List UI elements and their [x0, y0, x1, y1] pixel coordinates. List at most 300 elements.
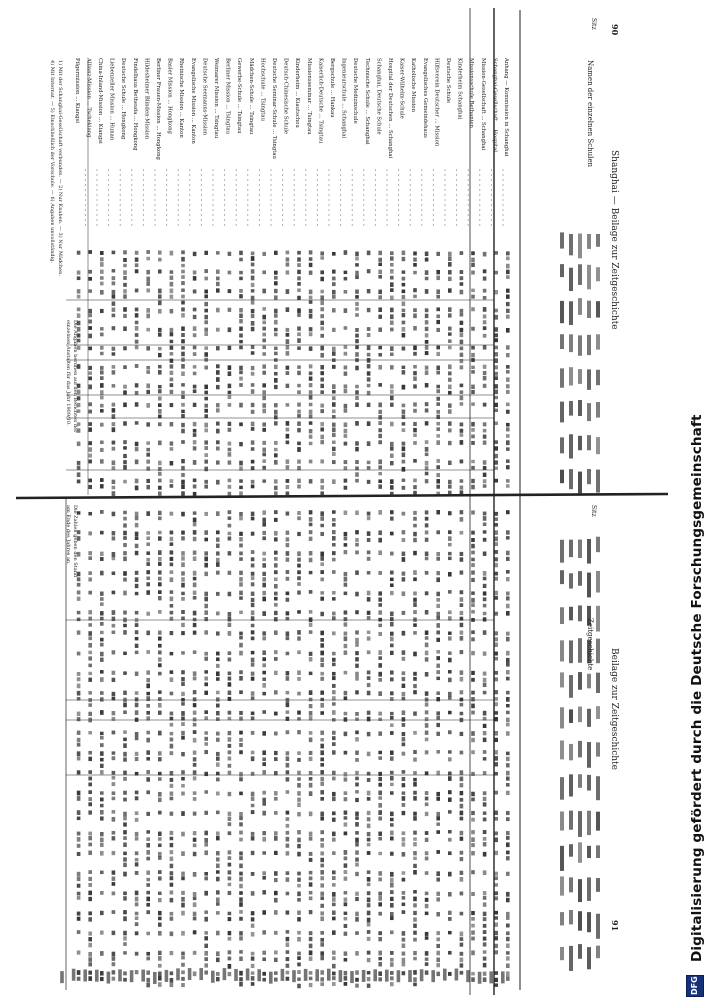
left-numeric-mark: [483, 334, 487, 338]
dot-leader: [224, 174, 225, 175]
dot-leader: [270, 184, 271, 185]
dot-leader: [398, 194, 399, 195]
right-numeric-mark: [158, 672, 162, 676]
right-numeric-mark: [100, 652, 104, 657]
dot-leader: [410, 174, 411, 175]
dot-leader: [433, 224, 434, 225]
right-numeric-mark: [390, 958, 394, 962]
right-numeric-mark: [123, 798, 127, 802]
right-numeric-mark: [146, 704, 150, 708]
right-numeric-mark: [390, 670, 394, 674]
right-numeric-mark: [216, 530, 220, 534]
right-numeric-mark: [216, 897, 220, 902]
header-caption-mark: [578, 638, 582, 663]
left-numeric-mark: [425, 453, 429, 456]
right-numeric-mark: [390, 637, 394, 642]
right-numeric-mark: [239, 910, 243, 914]
right-numeric-mark: [158, 852, 162, 857]
right-numeric-mark: [367, 551, 371, 555]
right-numeric-mark: [448, 552, 452, 556]
right-numeric-mark: [274, 811, 278, 815]
header-caption-mark: [560, 672, 564, 687]
left-numeric-mark: [448, 409, 452, 414]
right-numeric-mark: [320, 864, 324, 868]
right-numeric-mark: [135, 697, 139, 701]
right-numeric-mark: [413, 652, 417, 657]
right-numeric-mark: [367, 832, 371, 836]
dot-leader: [166, 174, 167, 175]
right-numeric-mark: [367, 732, 371, 736]
school-name-entry: Katholische Mission: [410, 58, 417, 112]
left-numeric-mark: [88, 377, 92, 381]
left-numeric-mark: [344, 460, 348, 464]
dot-leader: [410, 209, 411, 210]
row-number-mark: [478, 972, 482, 984]
right-numeric-mark: [378, 796, 382, 800]
right-numeric-mark: [135, 897, 139, 902]
right-numeric-mark: [378, 783, 382, 787]
right-numeric-mark: [123, 931, 127, 936]
right-numeric-mark: [88, 802, 92, 806]
left-numeric-mark: [204, 309, 208, 313]
dot-leader: [189, 179, 190, 180]
left-numeric-mark: [436, 440, 440, 445]
right-numeric-mark: [135, 651, 139, 654]
right-numeric-mark: [228, 883, 232, 886]
dot-leader: [352, 224, 353, 225]
left-numeric-mark: [367, 480, 371, 484]
right-numeric-mark: [483, 837, 487, 841]
dot-leader: [317, 194, 318, 195]
dot-leader: [468, 174, 469, 175]
dot-leader: [282, 199, 283, 200]
right-numeric-mark: [402, 742, 406, 746]
right-numeric-mark: [413, 617, 417, 621]
left-numeric-mark: [390, 308, 394, 313]
right-numeric-mark: [390, 791, 394, 795]
right-numeric-mark: [297, 898, 301, 902]
right-numeric-mark: [494, 762, 498, 766]
right-numeric-mark: [460, 783, 464, 787]
right-numeric-mark: [390, 897, 394, 901]
left-numeric-mark: [378, 479, 382, 483]
dot-leader: [282, 209, 283, 210]
left-numeric-mark: [402, 313, 406, 317]
dot-leader: [85, 224, 86, 225]
dot-leader: [143, 209, 144, 210]
right-numeric-mark: [332, 903, 336, 907]
left-numeric-mark: [436, 366, 440, 371]
left-numeric-mark: [251, 366, 255, 370]
right-numeric-mark: [123, 812, 127, 817]
right-numeric-mark: [112, 671, 116, 675]
dot-leader: [96, 204, 97, 205]
right-numeric-mark: [239, 977, 243, 981]
left-numeric-mark: [228, 384, 232, 389]
right-numeric-mark: [355, 610, 359, 614]
left-numeric-mark: [297, 257, 301, 261]
dot-leader: [421, 189, 422, 190]
left-numeric-mark: [286, 479, 290, 483]
dot-leader: [479, 184, 480, 185]
left-numeric-mark: [297, 332, 301, 336]
right-numeric-mark: [378, 530, 382, 535]
dot-leader: [282, 194, 283, 195]
dot-leader: [212, 209, 213, 210]
right-numeric-mark: [181, 512, 185, 517]
left-numeric-mark: [413, 371, 417, 375]
row-number-mark: [501, 971, 505, 983]
dot-leader: [108, 179, 109, 180]
right-numeric-mark: [460, 597, 464, 602]
right-numeric-mark: [425, 698, 429, 702]
left-numeric-mark: [228, 252, 232, 256]
dot-leader: [444, 189, 445, 190]
left-numeric-mark: [309, 296, 313, 300]
dot-leader: [154, 174, 155, 175]
right-numeric-mark: [390, 571, 394, 575]
left-numeric-mark: [204, 453, 208, 457]
right-numeric-mark: [471, 510, 475, 514]
right-numeric-mark: [193, 530, 197, 535]
left-numeric-mark: [332, 358, 336, 362]
left-numeric-mark: [286, 333, 290, 337]
left-numeric-mark: [135, 345, 139, 349]
right-numeric-mark: [239, 822, 243, 826]
right-numeric-mark: [286, 942, 290, 947]
left-numeric-mark: [506, 377, 510, 382]
dot-leader: [270, 169, 271, 170]
left-numeric-mark: [262, 289, 266, 294]
right-numeric-mark: [494, 563, 498, 567]
right-numeric-mark: [204, 731, 208, 734]
right-numeric-mark: [494, 557, 498, 561]
right-numeric-mark: [309, 737, 313, 742]
header-caption-mark: [596, 370, 600, 385]
right-numeric-mark: [88, 777, 92, 781]
right-numeric-mark: [251, 582, 255, 586]
dot-leader: [317, 189, 318, 190]
left-numeric-mark: [158, 269, 162, 273]
right-numeric-mark: [239, 812, 243, 816]
right-numeric-mark: [332, 663, 336, 667]
left-numeric-mark: [170, 371, 174, 375]
dot-leader: [108, 169, 109, 170]
right-numeric-mark: [297, 952, 301, 956]
right-numeric-mark: [378, 892, 382, 896]
right-numeric-mark: [413, 816, 417, 821]
right-numeric-mark: [367, 977, 371, 981]
right-numeric-mark: [332, 612, 336, 616]
left-numeric-mark: [297, 308, 301, 313]
dot-leader: [375, 204, 376, 205]
dot-leader: [282, 204, 283, 205]
dot-leader: [491, 204, 492, 205]
right-numeric-mark: [506, 718, 510, 722]
right-numeric-mark: [274, 878, 278, 882]
header-caption-mark: [596, 402, 600, 418]
right-numeric-mark: [193, 831, 197, 835]
right-numeric-mark: [506, 551, 510, 556]
right-numeric-mark: [413, 951, 417, 955]
left-numeric-mark: [251, 252, 255, 256]
dot-leader: [340, 209, 341, 210]
right-numeric-mark: [204, 657, 208, 661]
right-numeric-mark: [123, 777, 127, 781]
right-numeric-mark: [135, 584, 139, 588]
left-numeric-mark: [158, 441, 162, 446]
right-numeric-mark: [483, 930, 487, 934]
right-numeric-mark: [135, 796, 139, 800]
dot-leader: [236, 199, 237, 200]
right-numeric-mark: [216, 911, 220, 915]
left-numeric-mark: [448, 421, 452, 425]
right-numeric-mark: [355, 951, 359, 956]
left-numeric-mark: [286, 257, 290, 261]
dot-leader: [189, 199, 190, 200]
left-numeric-mark: [367, 403, 371, 407]
right-numeric-mark: [506, 637, 510, 642]
right-numeric-mark: [228, 757, 232, 761]
left-numeric-mark: [297, 447, 301, 452]
right-numeric-mark: [494, 883, 498, 886]
right-numeric-mark: [170, 812, 174, 816]
right-numeric-mark: [158, 644, 162, 648]
dot-leader: [212, 204, 213, 205]
row-number-mark: [315, 969, 319, 981]
right-numeric-mark: [390, 771, 394, 775]
right-numeric-mark: [448, 911, 452, 915]
right-numeric-mark: [181, 682, 185, 686]
right-numeric-mark: [100, 751, 104, 756]
left-numeric-mark: [158, 403, 162, 407]
dot-leader: [131, 189, 132, 190]
left-numeric-mark: [448, 346, 452, 350]
header-caption-mark: [596, 537, 600, 552]
right-numeric-mark: [413, 677, 417, 681]
left-numeric-mark: [262, 452, 266, 456]
right-numeric-mark: [471, 558, 475, 562]
dot-leader: [456, 199, 457, 200]
left-numeric-mark: [286, 403, 290, 407]
right-numeric-mark: [367, 877, 371, 882]
right-numeric-mark: [390, 756, 394, 760]
dot-leader: [131, 194, 132, 195]
right-numeric-mark: [239, 717, 243, 721]
right-numeric-mark: [204, 572, 208, 576]
dot-leader: [247, 194, 248, 195]
right-numeric-mark: [123, 652, 127, 655]
left-numeric-mark: [286, 289, 290, 294]
left-numeric-mark: [297, 288, 301, 292]
right-numeric-mark: [123, 698, 127, 702]
left-numeric-mark: [309, 460, 313, 464]
right-numeric-mark: [402, 958, 406, 962]
dot-leader: [410, 184, 411, 185]
right-numeric-mark: [77, 872, 81, 876]
dot-leader: [502, 179, 503, 180]
dot-leader: [363, 169, 364, 170]
right-numeric-mark: [181, 956, 185, 959]
left-numeric-mark: [216, 385, 220, 389]
left-numeric-mark: [274, 289, 278, 293]
left-numeric-mark: [204, 391, 208, 395]
right-numeric-mark: [158, 777, 162, 781]
dot-leader: [178, 204, 179, 205]
dot-leader: [85, 199, 86, 200]
right-numeric-mark: [135, 703, 139, 708]
left-numeric-mark: [262, 333, 266, 337]
left-numeric-mark: [367, 461, 371, 465]
right-numeric-mark: [286, 671, 290, 675]
right-numeric-mark: [274, 751, 278, 755]
right-numeric-mark: [436, 650, 440, 654]
dot-leader: [154, 219, 155, 220]
dot-leader: [410, 194, 411, 195]
dot-leader: [375, 209, 376, 210]
right-numeric-mark: [506, 604, 510, 609]
left-numeric-mark: [460, 353, 464, 357]
right-numeric-mark: [274, 791, 278, 795]
right-numeric-mark: [344, 897, 348, 901]
header-caption-mark: [587, 435, 591, 450]
right-numeric-mark: [135, 791, 139, 795]
left-numeric-mark: [506, 440, 510, 445]
left-numeric-mark: [355, 479, 359, 483]
left-numeric-mark: [100, 370, 104, 374]
header-caption-mark: [569, 844, 573, 857]
left-numeric-mark: [425, 345, 429, 350]
right-numeric-mark: [320, 552, 324, 557]
right-numeric-mark: [471, 578, 475, 582]
right-numeric-mark: [494, 872, 498, 876]
right-numeric-mark: [320, 651, 324, 656]
left-numeric-mark: [506, 365, 510, 369]
left-numeric-mark: [193, 429, 197, 433]
left-numeric-mark: [193, 346, 197, 350]
dot-leader: [189, 174, 190, 175]
row-number-mark: [234, 969, 238, 981]
left-numeric-mark: [320, 290, 324, 294]
right-numeric-mark: [344, 632, 348, 636]
right-numeric-mark: [88, 757, 92, 761]
right-numeric-mark: [88, 943, 92, 947]
right-numeric-mark: [181, 963, 185, 967]
left-numeric-mark: [506, 434, 510, 438]
left-numeric-mark: [332, 270, 336, 274]
right-numeric-mark: [309, 530, 313, 534]
right-numeric-mark: [170, 604, 174, 608]
left-numeric-mark: [170, 383, 174, 387]
right-numeric-mark: [355, 931, 359, 935]
school-name-entry: Pilgermission ... Kiangsi: [73, 58, 80, 123]
left-numeric-mark: [274, 385, 278, 389]
right-numeric-mark: [460, 777, 464, 782]
right-numeric-mark: [204, 963, 208, 967]
left-numeric-mark: [367, 333, 371, 337]
row-number-mark: [327, 969, 331, 981]
right-numeric-mark: [170, 550, 174, 554]
right-numeric-mark: [390, 783, 394, 786]
left-numeric-mark: [181, 352, 185, 357]
right-numeric-mark: [367, 717, 371, 722]
right-numeric-mark: [239, 651, 243, 656]
right-numeric-mark: [100, 677, 104, 682]
left-numeric-mark: [100, 327, 104, 331]
right-numeric-mark: [262, 731, 266, 736]
dot-leader: [421, 199, 422, 200]
right-numeric-mark: [181, 571, 185, 575]
right-numeric-mark: [425, 552, 429, 557]
right-numeric-mark: [448, 536, 452, 541]
right-numeric-mark: [460, 531, 464, 535]
right-numeric-mark: [425, 523, 429, 527]
right-numeric-mark: [344, 797, 348, 801]
left-numeric-mark: [216, 346, 220, 350]
right-numeric-mark: [402, 677, 406, 681]
right-numeric-mark: [471, 937, 475, 941]
right-numeric-mark: [204, 843, 208, 847]
right-numeric-mark: [448, 830, 452, 833]
dot-leader: [502, 224, 503, 225]
right-numeric-mark: [378, 832, 382, 836]
right-numeric-mark: [286, 617, 290, 621]
dot-leader: [143, 194, 144, 195]
right-numeric-mark: [297, 783, 301, 788]
left-numeric-mark: [204, 315, 208, 319]
right-numeric-mark: [332, 742, 336, 746]
left-numeric-mark: [123, 385, 127, 389]
left-numeric-mark: [448, 262, 452, 267]
right-numeric-mark: [286, 877, 290, 882]
dot-leader: [166, 224, 167, 225]
right-numeric-mark: [332, 976, 336, 980]
left-numeric-mark: [204, 423, 208, 428]
left-numeric-mark: [251, 345, 255, 349]
right-numeric-mark: [204, 936, 208, 940]
right-numeric-mark: [483, 842, 487, 846]
left-numeric-mark: [262, 459, 266, 463]
row-number-mark: [373, 969, 377, 981]
dot-leader: [247, 214, 248, 215]
left-numeric-mark: [181, 395, 185, 399]
school-name-entry: Schanghai-Gesellschaft ... Hospital: [491, 58, 498, 152]
right-numeric-mark: [100, 658, 104, 662]
right-numeric-mark: [158, 892, 162, 895]
left-numeric-mark: [332, 365, 336, 369]
right-numeric-mark: [181, 692, 185, 696]
left-numeric-mark: [112, 314, 116, 318]
header-caption-mark: [596, 673, 600, 693]
left-numeric-mark: [332, 384, 336, 389]
dot-leader: [270, 199, 271, 200]
dot-leader: [236, 219, 237, 220]
right-numeric-mark: [262, 762, 266, 766]
dot-leader: [294, 199, 295, 200]
right-numeric-mark: [483, 597, 487, 601]
left-numeric-mark: [320, 371, 324, 375]
right-numeric-mark: [506, 530, 510, 534]
right-numeric-mark: [390, 812, 394, 817]
right-numeric-mark: [239, 891, 243, 895]
right-numeric-mark: [135, 818, 139, 822]
dot-leader: [375, 184, 376, 185]
left-numeric-mark: [135, 326, 139, 331]
right-numeric-mark: [506, 851, 510, 855]
left-numeric-mark: [460, 276, 464, 280]
dot-leader: [212, 169, 213, 170]
header-caption-mark: [578, 540, 582, 558]
